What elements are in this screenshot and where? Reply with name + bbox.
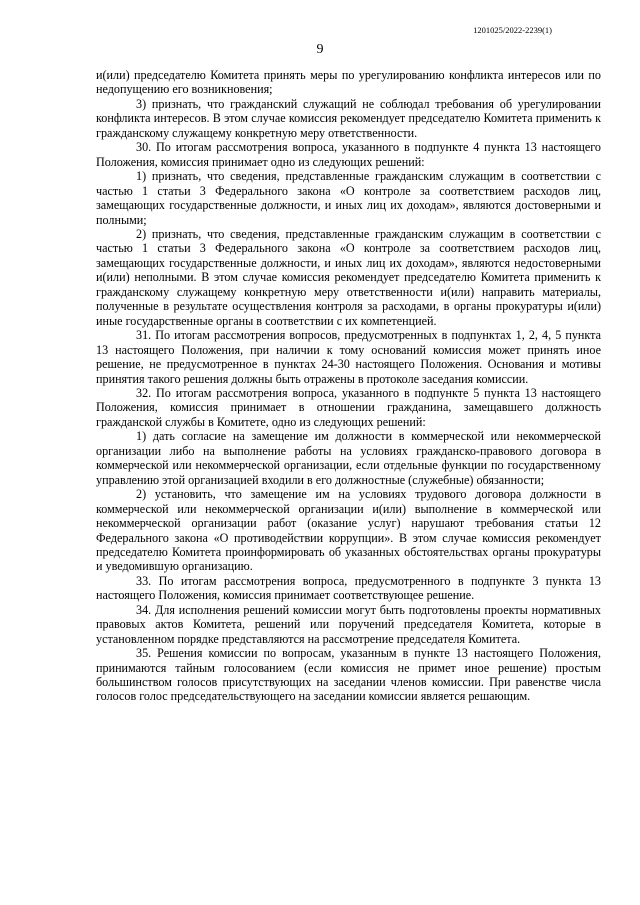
document-body bbox=[96, 68, 601, 704]
paragraph: 34. Для исполнения решений комиссии могут быть подготовлены проекты нормативных правовых актов Комитета, решений или поручений председателя Комитета, которые в установленном порядке представляются на рассмотрение председателя Комитета. bbox=[96, 602, 601, 646]
paragraph: 1) дать согласие на замещение им должности в коммерческой или некоммерческой организации либо на выполнение работы на условиях гражданско-правового договора в коммерческой или некоммерческой организации, если отдельные функции по государственному управлению этой организацией входили в его должностные (служебные) обязанности; bbox=[96, 429, 601, 487]
paragraph: 35. Решения комиссии по вопросам, указанным в пункте 13 настоящего Положения, принимаются тайным голосованием (если комиссия не примет иное решение) простым большинством голосов присутствующих на заседании членов комиссии. При равенстве числа голосов голос председательствующего на заседании комиссии является решающим. bbox=[96, 646, 601, 704]
page-number: 9 bbox=[316, 42, 324, 57]
paragraph: 31. По итогам рассмотрения вопросов, предусмотренных в подпунктах 1, 2, 4, 5 пункта 13 настоящего Положения, при наличии к тому оснований комиссия может принять иное решение, не предусмотренное в пунктах 24-30 настоящего Положения. Основания и мотивы принятия такого решения должны быть отражены в протоколе заседания комиссии. bbox=[96, 328, 601, 386]
paragraph: 30. По итогам рассмотрения вопроса, указанного в подпункте 4 пункта 13 настоящего Положения, комиссия принимает одно из следующих решений: bbox=[96, 140, 601, 169]
paragraph: 3) признать, что гражданский служащий не соблюдал требования об урегулировании конфликта интересов. В этом случае комиссия рекомендует председателю Комитета применить к гражданскому служащему конкретную меру ответственности. bbox=[96, 96, 601, 140]
paragraph: 33. По итогам рассмотрения вопроса, предусмотренного в подпункте 3 пункта 13 настоящего Положения, комиссия принимает соответствующее решение. bbox=[96, 573, 601, 603]
paragraph: 2) установить, что замещение им на условиях трудового договора должности в коммерческой или некоммерческой организации и(или) выполнение в коммерческой или некоммерческой организации работ (оказание услуг) нарушают требования статьи 12 Федерального закона «О противодействии коррупции». В этом случае комиссия рекомендует председателю Комитета проинформировать об указанных обстоятельствах органы прокуратуры и уведомившую организацию. bbox=[96, 487, 601, 574]
document-number: 1201025/2022-2239(1) bbox=[473, 25, 552, 35]
paragraph: и(или) председателю Комитета принять меры по урегулированию конфликта интересов или по недопущению его возникновения; bbox=[96, 68, 601, 97]
paragraph: 1) признать, что сведения, представленные гражданским служащим в соответствии с частью 1 статьи 3 Федерального закона «О контроле за соответствием расходов лиц, замещающих государственные должности, и иных лиц их доходам», являются достоверными и полными; bbox=[96, 169, 601, 227]
paragraph: 2) признать, что сведения, представленные гражданским служащим в соответствии с частью 1 статьи 3 Федерального закона «О контроле за соответствием расходов лиц, замещающих государственные должности, и иных лиц их доходам», являются недостоверными и(или) неполными. В этом случае комиссия рекомендует председателю Комитета применить к гражданскому служащему конкретную меру ответственности и(или) направить материалы, полученные в результате осуществления контроля за расходами, в органы прокуратуры и(или) иные государственные органы в соответствии с их компетенцией. bbox=[96, 226, 601, 328]
paragraph: 32. По итогам рассмотрения вопроса, указанного в подпункте 5 пункта 13 настоящего Положения, комиссия принимает в отношении гражданина, замещавшего должность гражданской службы в Комитете, одно из следующих решений: bbox=[96, 385, 601, 429]
